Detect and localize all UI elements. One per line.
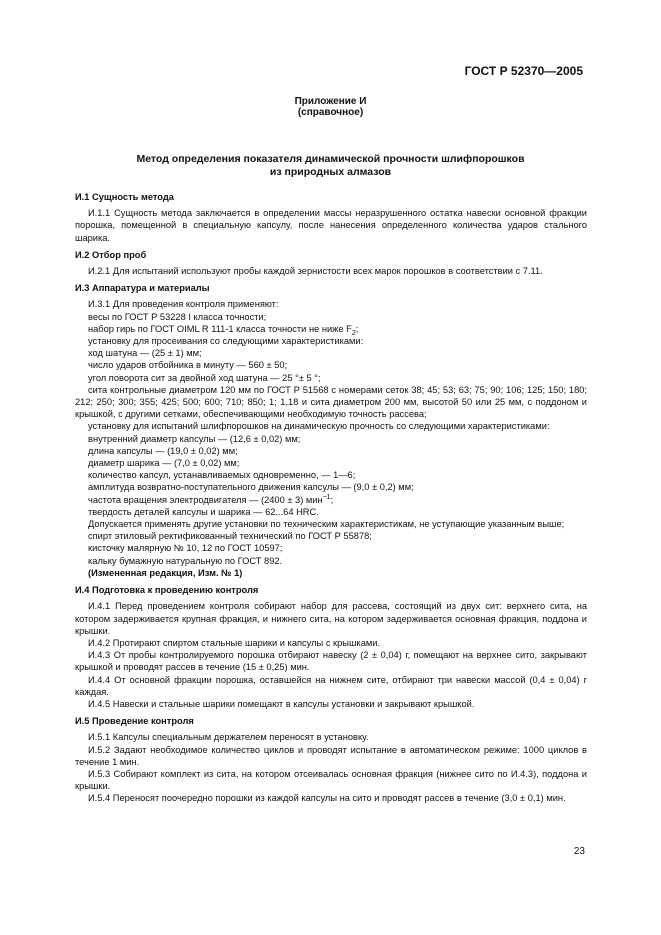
weights-class-subscript: 2 [351, 329, 356, 337]
list-item-control-sieves: сита контрольные диаметром 120 мм по ГОСТ Р 51568 с номерами сеток 38; 45; 53; 63; 75; 90; 106; 125; 150; 180; 212; 250; 300; 355; 425; 500; 600; 710; 850; 1; 1,18 и сита диаметром 200 мм, высотой 50 или 25 мм, с поддоном и крышкой, с другими сетками, обеспечивающими необходимую точность рассева; [75, 384, 587, 420]
list-item-sieving-unit: установку для просеивания со следующими характеристиками: [88, 336, 364, 347]
list-item-capsule-diameter: внутренний диаметр капсулы — (12,6 ± 0,02) мм; [88, 433, 301, 444]
method-title [0, 153, 661, 179]
list-item-motor-speed [75, 494, 587, 506]
paragraph-5-2: И.5.2 Задают необходимое количество циклов и проводят испытание в автоматическом режиме: 1000 циклов в течение 1 мин. [75, 744, 587, 767]
list-item-ball-diameter: диаметр шарика — (7,0 ± 0,02) мм; [88, 458, 240, 469]
amendment-note: (Измененная редакция, Изм. № 1) [88, 567, 243, 578]
appendix-title: Приложение И [294, 96, 367, 107]
section-heading-5: И.5 Проведение контроля [75, 716, 194, 727]
document-code: ГОСТ Р 52370—2005 [464, 64, 583, 78]
method-title-line-1: Метод определения показателя динамической прочности шлифпорошков [136, 153, 525, 165]
list-item-tracing-paper: кальку бумажную натуральную по ГОСТ 892. [88, 555, 283, 566]
section-heading-1: И.1 Сущность метода [75, 192, 174, 202]
paragraph-5-3: И.5.3 Собирают комплект из сита, на котором отсеивалась основная фракция (нижнее сито по И.4.3), поддона и крышки. [75, 768, 587, 792]
list-item-weights [75, 323, 587, 335]
paragraph-4-5: И.4.5 Навески и стальные шарики помещают в капсулы установки и закрывают крышкой. [88, 698, 475, 709]
paragraph-5-1: И.5.1 Капсулы специальным держателем переносят в установку. [88, 732, 369, 743]
document-body [75, 191, 587, 805]
appendix-subtitle: (справочное) [297, 107, 364, 118]
list-item-rotation-angle: угол поворота сит за двойной ход шатуна — 25 °± 5 °; [88, 372, 321, 383]
appendix-heading [0, 96, 661, 118]
paragraph-5-4: И.5.4 Переносят поочередно порошки из каждой капсулы на сито и проводят рассев в течение (3,0 ± 0,1) мин. [88, 793, 566, 804]
list-item-scales: весы по ГОСТ Р 53228 I класса точности; [88, 311, 267, 322]
motor-speed-text: частота вращения электродвигателя — (2400 ± 3) мин [88, 494, 323, 505]
paragraph-4-2: И.4.2 Протирают спиртом стальные шарики и капсулы с крышками. [88, 637, 381, 648]
list-item-strikes: число ударов отбойника в минуту — 560 ± 50; [88, 360, 288, 371]
list-item-other-units: Допускается применять другие установки по техническим характеристикам, не уступающие указанным выше; [88, 519, 565, 530]
section-heading-4: И.4 Подготовка к проведению контроля [75, 585, 259, 596]
weights-end: ; [355, 323, 359, 334]
method-title-line-2: из природных алмазов [269, 166, 392, 178]
section-heading-3: И.3 Аппаратура и материалы [75, 283, 210, 294]
list-item-amplitude: амплитуда возвратно-поступательного движения капсулы — (9,0 ± 0,2) мм; [88, 482, 414, 493]
paragraph-1-1: И.1.1 Сущность метода заключается в определении массы неразрушенного остатка навески основной фракции порошка, помещенной в специальную капсулу, после нанесения определенного количества ударов стального шарика. [75, 208, 587, 243]
paragraph-2-1: И.2.1 Для испытаний используют пробы каждой зернистости всех марок порошков в соответствии с 7.11. [88, 266, 543, 277]
paragraph-4-3: И.4.3 От пробы контролируемого порошка отбирают навеску (2 ± 0,04) г, помещают на верхнее сито, закрывают крышкой и проводят рассев в течение (15 ± 0,25) мин. [75, 650, 587, 673]
list-item-stroke: ход шатуна — (25 ± 1) мм; [88, 348, 202, 359]
motor-speed-end: ; [330, 494, 334, 505]
section-heading-2: И.2 Отбор проб [75, 249, 147, 260]
paragraph-4-1: И.4.1 Перед проведением контроля собирают набор для рассева, состоящий из двух сит: верхнего сита, на котором задерживается крупная фракция, и нижнего сита, на котором задерживается основная фракция, поддона и крышки. [75, 601, 587, 636]
list-item-dynamic-unit: установку для испытаний шлифпорошков на динамическую прочность со следующими характеристиками: [88, 421, 550, 432]
paragraph-3-1: И.3.1 Для проведения контроля применяют: [88, 299, 279, 310]
motor-speed-unit-superscript: −1 [322, 493, 331, 501]
list-item-capsule-count: количество капсул, устанавливаемых одновременно, — 1—6; [88, 470, 356, 481]
list-item-brush: кисточку малярную № 10, 12 по ГОСТ 10597; [88, 543, 283, 554]
weights-text: набор гирь по ГОСТ OIML R 111-1 класса точности не ниже F [88, 323, 352, 334]
page-number: 23 [573, 846, 585, 857]
list-item-hardness: твердость деталей капсулы и шарика — 62...64 HRC. [88, 506, 319, 517]
list-item-capsule-length: длина капсулы — (19,0 ± 0,02) мм; [88, 445, 238, 456]
paragraph-4-4: И.4.4 От основной фракции порошка, оставшейся на нижнем сите, отбирают три навески массой (0,4 ± 0,04) г каждая. [75, 674, 587, 697]
list-item-alcohol: спирт этиловый ректификованный технический по ГОСТ Р 55878; [88, 531, 372, 542]
